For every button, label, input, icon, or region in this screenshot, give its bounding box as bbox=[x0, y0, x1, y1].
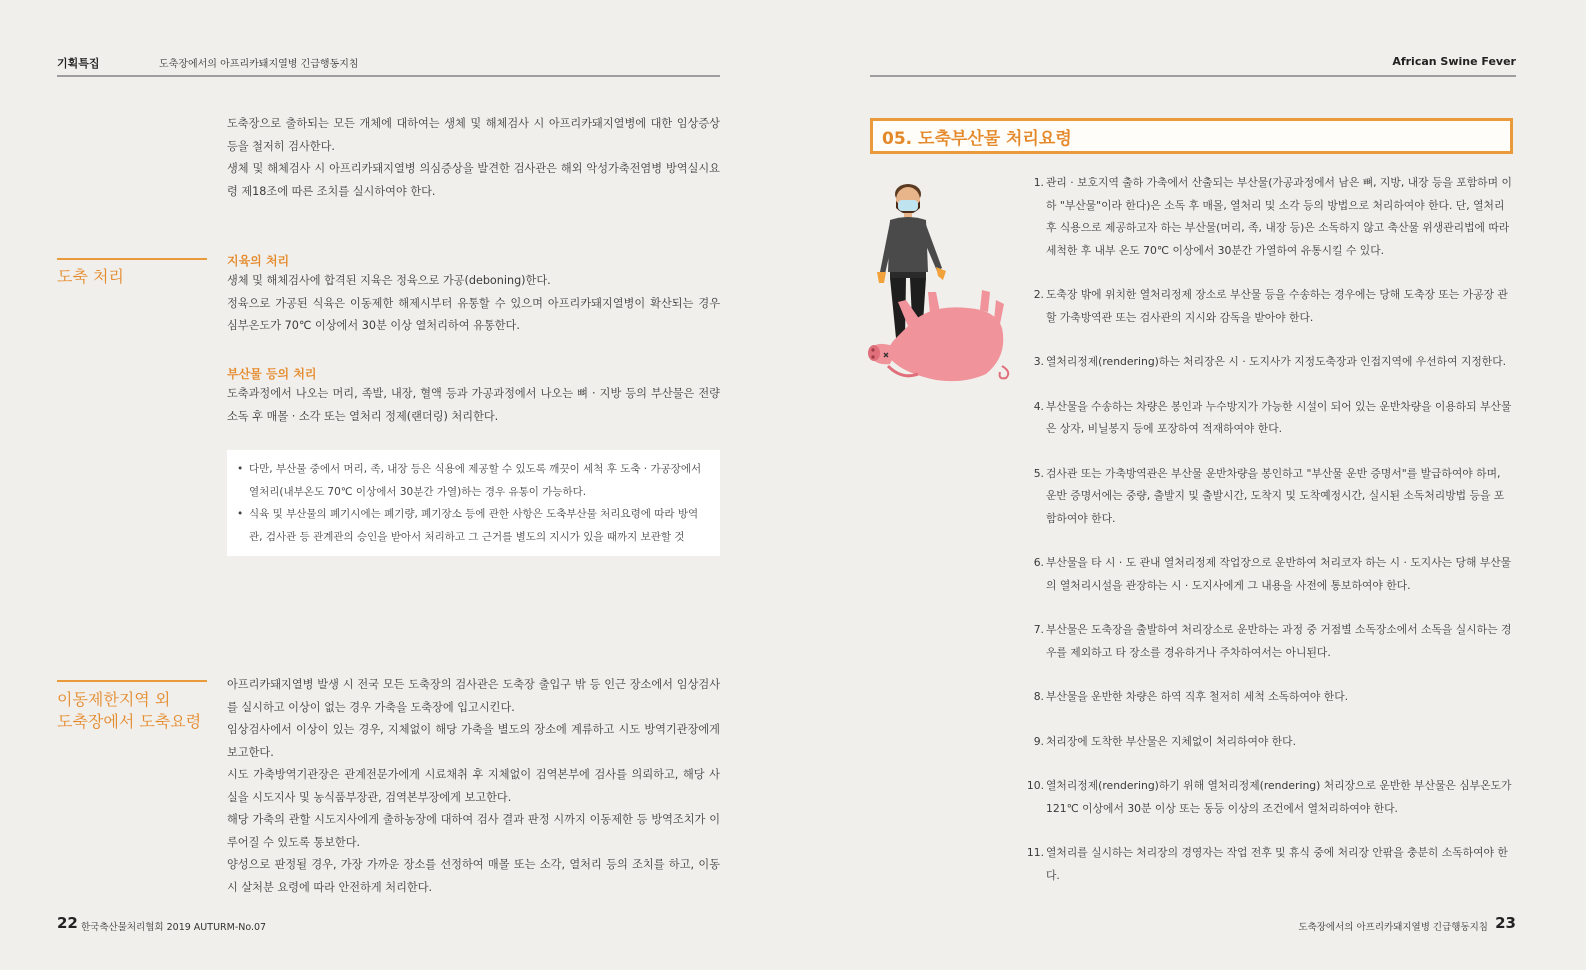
list-text: 부산물을 운반한 차량은 하역 직후 철저히 세척 소독하여야 한다. bbox=[1046, 690, 1349, 703]
list-number: 8. bbox=[1033, 690, 1044, 703]
note-text: 다만, 부산물 중에서 머리, 족, 내장 등은 식용에 제공할 수 있도록 깨끗이 세척 후 도축 · 가공장에서 열처리(내부온도 70℃ 이상에서 30분간 가열)하는 경우 유통이 가능하다. bbox=[249, 463, 702, 498]
list-text: 도축장 밖에 위치한 열처리정제 장소로 부산물 등을 수송하는 경우에는 당해 도축장 또는 가공장 관할 가축방역관 또는 검사관의 지시와 감독을 받아야 한다. bbox=[1046, 288, 1508, 324]
section-rule bbox=[57, 258, 207, 260]
body-paragraph: 생체 및 해체검사에 합격된 지육은 정육으로 가공(deboning)한다. bbox=[227, 274, 551, 287]
list-text: 관리 · 보호지역 출하 가축에서 산출되는 부산물(가공과정에서 남은 뼈, 지방, 내장 등을 포함하며 이하 "부산물"이라 한다)은 소독 후 매몰, 열처리 및 소각 등의 방법으로 처리하여야 한다. 단, 열처리 후 식용으로 제공하고자 하는 부산물(머리, 족, 내장 등)은 소독하지 않고 축산물 위생관리법에 따라 세척한 후 내부 온도 70℃ 이상에서 30분간 가열하여 유통시킬 수 있다. bbox=[1046, 176, 1512, 257]
note-item bbox=[237, 503, 708, 548]
page-number-left: 22 bbox=[57, 914, 78, 932]
list-item bbox=[1030, 463, 1514, 531]
header-rule-right bbox=[870, 75, 1516, 77]
list-number: 10. bbox=[1026, 779, 1044, 792]
body-paragraph: 해당 가축의 관할 시도지사에게 출하농장에 대하여 검사 결과 판정 시까지 이동제한 등 방역조치가 이루어질 수 있도록 통보한다. bbox=[227, 813, 720, 849]
footer-running-title: 도축장에서의 아프리카돼지열병 긴급행동지침 bbox=[1298, 922, 1488, 933]
section-title-box bbox=[870, 118, 1513, 154]
subsection-title: 부산물 등의 처리 bbox=[227, 367, 317, 381]
header-rule-left bbox=[57, 75, 720, 77]
list-item bbox=[1026, 775, 1514, 820]
note-box bbox=[227, 450, 720, 556]
section-label-slaughter: 도축 처리 bbox=[57, 267, 124, 286]
list-text: 부산물을 수송하는 차량은 봉인과 누수방지가 가능한 시설이 되어 있는 운반차량을 이용하되 부산물은 상자, 비닐봉지 등에 포장하여 적재하여야 한다. bbox=[1046, 399, 1512, 435]
body-paragraph: 도축과정에서 나오는 머리, 족발, 내장, 혈액 등과 가공과정에서 나오는 뼈 · 지방 등의 부산물은 전량 소독 후 매몰 · 소각 또는 열처리 정제(랜더링) 처리한다. bbox=[227, 387, 720, 423]
intro-paragraph: 생체 및 해체검사 시 아프리카돼지열병 의심증상을 발견한 검사관은 해외 악성가축전염병 방역실시요령 제18조에 따른 조치를 실시하여야 한다. bbox=[227, 162, 720, 198]
list-text: 열처리정제(rendering)하기 위해 열처리정제(rendering) 처리장으로 운반한 부산물은 심부온도가 121℃ 이상에서 30분 이상 또는 동등 이상의 조건에서 열처리하여야 한다. bbox=[1046, 779, 1512, 815]
list-item bbox=[1030, 396, 1514, 441]
list-item bbox=[1030, 619, 1514, 664]
list-number: 7. bbox=[1033, 623, 1044, 636]
note-item bbox=[237, 458, 708, 503]
list-number: 6. bbox=[1033, 556, 1044, 569]
body-paragraph: 임상검사에서 이상이 있는 경우, 지체없이 해당 가축을 별도의 장소에 계류하고 시도 방역기관장에게 보고한다. bbox=[227, 723, 720, 759]
section-title: 05. 도축부산물 처리요령 bbox=[882, 129, 1072, 149]
list-item bbox=[1030, 731, 1514, 754]
list-number: 3. bbox=[1033, 355, 1044, 368]
procedure-list bbox=[1026, 172, 1514, 909]
body-paragraph: 정육으로 가공된 식육은 이동제한 해제시부터 유통할 수 있으며 아프리카돼지열병이 확산되는 경우 심부온도가 70℃ 이상에서 30분 이상 열처리하여 유통한다. bbox=[227, 296, 720, 332]
list-text: 검사관 또는 가축방역관은 부산물 운반차량을 봉인하고 "부산물 운반 증명서"를 발급하여야 하며, 운반 증명서에는 중량, 출발지 및 출발시간, 도착지 및 도착예정시간, 실시된 소독처리방법 등을 포함하여야 한다. bbox=[1046, 466, 1505, 525]
list-text: 부산물은 도축장을 출발하여 처리장소로 운반하는 과정 중 거점별 소독장소에서 소독을 실시하는 경우를 제외하고 타 장소를 경유하거나 주차하여서는 아니된다. bbox=[1046, 623, 1512, 659]
section-rule bbox=[57, 680, 207, 682]
body-paragraph: 양성으로 판정될 경우, 가장 가까운 장소를 선정하여 매몰 또는 소각, 열처리 등의 조치를 하고, 이동 시 살처분 요령에 따라 안전하게 처리한다. bbox=[227, 858, 720, 894]
note-text: 식육 및 부산물의 폐기시에는 폐기량, 폐기장소 등에 관한 사항은 도축부산물 처리요령에 따라 방역관, 검사관 등 관계관의 승인을 받아서 처리하고 그 근거를 별도의 지시가 있을 때까지 보관할 것 bbox=[249, 508, 699, 543]
list-item bbox=[1030, 552, 1514, 597]
list-number: 11. bbox=[1026, 846, 1044, 859]
list-item bbox=[1030, 351, 1514, 374]
list-text: 열처리를 실시하는 처리장의 경영자는 작업 전후 및 휴식 중에 처리장 안팎을 충분히 소독하여야 한다. bbox=[1046, 846, 1508, 882]
bullet-icon: • bbox=[237, 508, 244, 520]
list-item bbox=[1030, 686, 1514, 709]
list-text: 처리장에 도착한 부산물은 지체없이 처리하여야 한다. bbox=[1046, 734, 1297, 748]
list-text: 부산물을 타 시 · 도 관내 열처리정제 작업장으로 운반하여 처리코자 하는 시 · 도지사는 당해 부산물의 열처리시설을 관장하는 시 · 도지사에게 그 내용을 사전에 통보하여야 한다. bbox=[1046, 556, 1512, 592]
intro-block bbox=[227, 113, 720, 203]
list-item bbox=[1030, 172, 1514, 262]
list-item bbox=[1030, 284, 1514, 329]
list-number: 9. bbox=[1033, 734, 1044, 748]
intro-paragraph: 도축장으로 출하되는 모든 개체에 대하여는 생체 및 해체검사 시 아프리카돼지열병에 대한 임상증상 등을 철저히 검사한다. bbox=[227, 117, 720, 153]
section2-body bbox=[227, 674, 720, 899]
subsection-body bbox=[227, 383, 720, 428]
running-title-right: African Swine Fever bbox=[1392, 55, 1516, 68]
section-label-line: 도축장에서 도축요령 bbox=[57, 712, 202, 731]
list-number: 4. bbox=[1033, 399, 1044, 413]
subsection-title: 지육의 처리 bbox=[227, 254, 290, 268]
running-title-left: 도축장에서의 아프리카돼지열병 긴급행동지침 bbox=[159, 59, 359, 70]
list-text: 열처리정제(rendering)하는 처리장은 시 · 도지사가 지정도축장과 인접지역에 우선하여 지정한다. bbox=[1046, 355, 1507, 368]
section-label-line: 이동제한지역 외 bbox=[57, 690, 171, 709]
worker-and-pig-illustration bbox=[868, 168, 1018, 390]
footer-publication: 한국축산물처리협회 2019 AUTURM-No.07 bbox=[81, 922, 267, 933]
list-number: 1. bbox=[1033, 176, 1044, 189]
list-number: 5. bbox=[1033, 466, 1044, 480]
section-label-outside bbox=[57, 689, 201, 733]
list-number: 2. bbox=[1033, 288, 1044, 301]
section-tag: 기획특집 bbox=[57, 57, 100, 70]
list-item bbox=[1026, 842, 1514, 887]
body-paragraph: 아프리카돼지열병 발생 시 전국 모든 도축장의 검사관은 도축장 출입구 밖 등 인근 장소에서 임상검사를 실시하고 이상이 없는 경우 가축을 도축장에 입고시킨다. bbox=[227, 678, 720, 714]
bullet-icon: • bbox=[237, 463, 244, 475]
subsection-body bbox=[227, 270, 720, 338]
body-paragraph: 시도 가축방역기관장은 관계전문가에게 시료채취 후 지체없이 검역본부에 검사를 의뢰하고, 해당 사실을 시도지사 및 농식품부장관, 검역본부장에게 보고한다. bbox=[227, 768, 720, 804]
page-number-right: 23 bbox=[1495, 914, 1516, 932]
pig-figure bbox=[868, 290, 1008, 381]
